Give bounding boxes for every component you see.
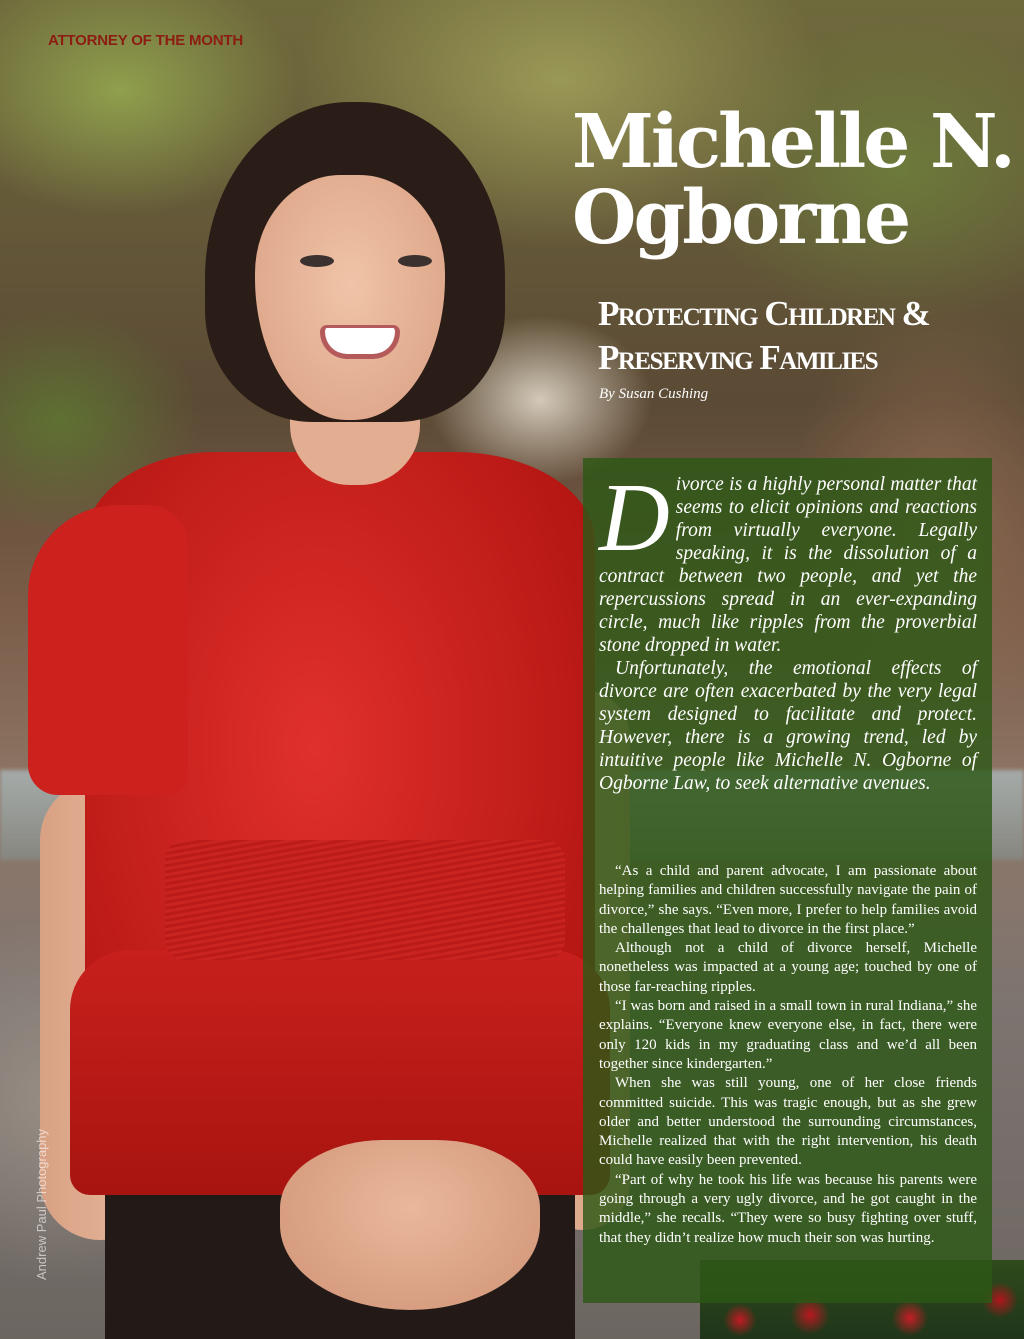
photo-credit: Andrew Paul Photography xyxy=(34,1128,49,1280)
body-paragraph: Although not a child of divorce herself, Michelle nonetheless was impacted at a young age; touched by one of those far-reaching ripples. xyxy=(599,940,977,995)
section-label: ATTORNEY OF THE MONTH xyxy=(48,32,243,49)
subtitle-line-2: Preserving Families xyxy=(598,338,878,377)
byline: By Susan Cushing xyxy=(599,386,709,402)
drop-cap: D xyxy=(599,464,670,572)
portrait-eye-left xyxy=(300,255,334,267)
portrait-smile xyxy=(320,325,400,359)
article-lede xyxy=(599,464,977,795)
body-paragraph: “Part of why he took his life was because his parents were going through a very ugly divorce, and he got caught in the middle,” she recalls. “They were so busy fighting over stuff, that they didn’t realize how much their son was hurting. xyxy=(599,1171,977,1246)
body-paragraph: “I was born and raised in a small town in rural Indiana,” she explains. “Everyone knew everyone else, in fact, there were only 120 kids in my graduating class and we’d all been together since kindergarten.” xyxy=(599,998,977,1072)
article-subtitle xyxy=(598,292,1018,380)
subtitle-line-1: Protecting Children & xyxy=(598,294,930,333)
lede-paragraph-2: Unfortunately, the emotional effects of divorce are often exacerbated by the very legal system designed to facilitate and protect. However, there is a growing trend, led by intuitive people like Michelle N. Ogborne of Ogborne Law, to seek alternative avenues. xyxy=(599,658,977,794)
portrait-eye-right xyxy=(398,255,432,267)
portrait-sleeve xyxy=(28,505,188,795)
title-line-2: Ogborne xyxy=(572,175,909,261)
lede-paragraph-1-text: ivorce is a highly personal matter that seems to elicit opinions and reactions from virtually everyone. Legally speaking, it is the dissolution of a contract between two people, and yet the repercussions spread in an ever-expanding circle, much like ripples from the proverbial stone dropped in water. xyxy=(599,474,977,656)
body-paragraph: “As a child and parent advocate, I am passionate about helping families and children successfully navigate the pain of divorce,” she says. “Even more, I prefer to help families avoid the challenges that lead to divorce in the first place.” xyxy=(599,863,977,937)
article-title xyxy=(572,99,1022,261)
body-paragraph: When she was still young, one of her close friends committed suicide. This was tragic enough, but as she grew older and better understood the surrounding circumstances, Michelle realized that with the right intervention, his death could have easily been prevented. xyxy=(599,1075,977,1169)
article-body xyxy=(599,862,977,1248)
portrait-hands xyxy=(280,1140,540,1310)
lede-paragraph-1 xyxy=(599,464,977,657)
portrait-waistband xyxy=(165,840,565,960)
title-line-1: Michelle N. xyxy=(572,99,1013,185)
